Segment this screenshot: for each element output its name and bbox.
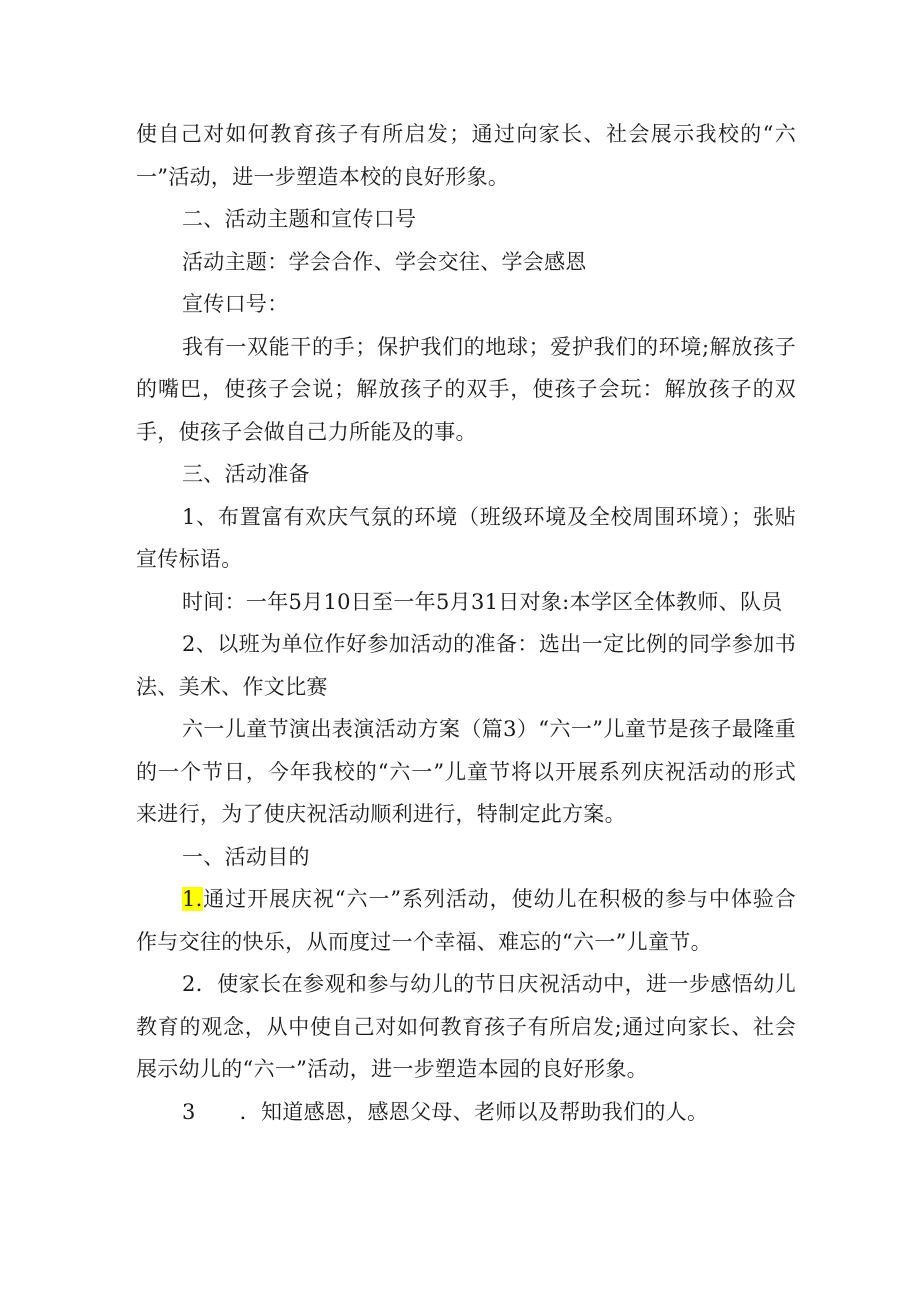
highlighted-number: 1.	[182, 887, 203, 911]
purpose-item-3-text: ．知道感恩，感恩父母、老师以及帮助我们的人。	[239, 1099, 709, 1124]
paragraph-prep-1: 1、布置富有欢庆气氛的环境（班级环境及全校周围环境）；张贴宣传标语。	[136, 504, 796, 571]
paragraph-slogans: 我有一双能干的手；保护我们的地球；爱护我们的环境;解放孩子的嘴巴，使孩子会说；解放孩子的双手，使孩子会玩：解放孩子的双手，使孩子会做自己力所能及的事。	[136, 334, 796, 444]
paragraph-prep-2: 2、以班为单位作好参加活动的准备：选出一定比例的同学参加书法、美术、作文比赛	[136, 632, 796, 699]
paragraph-plan-intro: 六一儿童节演出表演活动方案（篇3）“六一”儿童节是孩子最隆重的一个节日，今年我校的“六一”儿童节将以开展系列庆祝活动的形式来进行，为了使庆祝活动顺利进行，特制定此方案。	[136, 717, 796, 826]
purpose-item-3-number: 3	[182, 1099, 196, 1124]
heading-preparation: 三、活动准备	[182, 462, 310, 486]
paragraph-time: 时间：一年5月10日至一年5月31日对象:本学区全体教师、队员	[182, 589, 783, 614]
paragraph-slogan-label: 宣传口号：	[182, 292, 289, 316]
purpose-item-2: 2．使家长在参观和参与幼儿的节日庆祝活动中，进一步感悟幼儿教育的观念，从中使自己对如何教育孩子有所启发;通过向家长、社会展示幼儿的“六一”活动，进一步塑造本园的良好形象。	[136, 972, 796, 1081]
heading-theme-slogan: 二、活动主题和宣传口号	[182, 207, 417, 231]
document-body	[136, 113, 796, 1133]
purpose-item-3	[136, 1091, 796, 1134]
paragraph-1: 使自己对如何教育孩子有所启发；通过向家长、社会展示我校的“六一”活动，进一步塑造本校的良好形象。	[136, 122, 796, 189]
paragraph-theme: 活动主题：学会合作、学会交往、学会感恩	[182, 249, 587, 274]
purpose-item-1-text: 通过开展庆祝“六一”系列活动，使幼儿在积极的参与中体验合作与交往的快乐，从而度过一个幸福、难忘的“六一”儿童节。	[136, 887, 796, 954]
heading-purpose: 一、活动目的	[182, 844, 310, 869]
purpose-item-1	[136, 878, 796, 963]
